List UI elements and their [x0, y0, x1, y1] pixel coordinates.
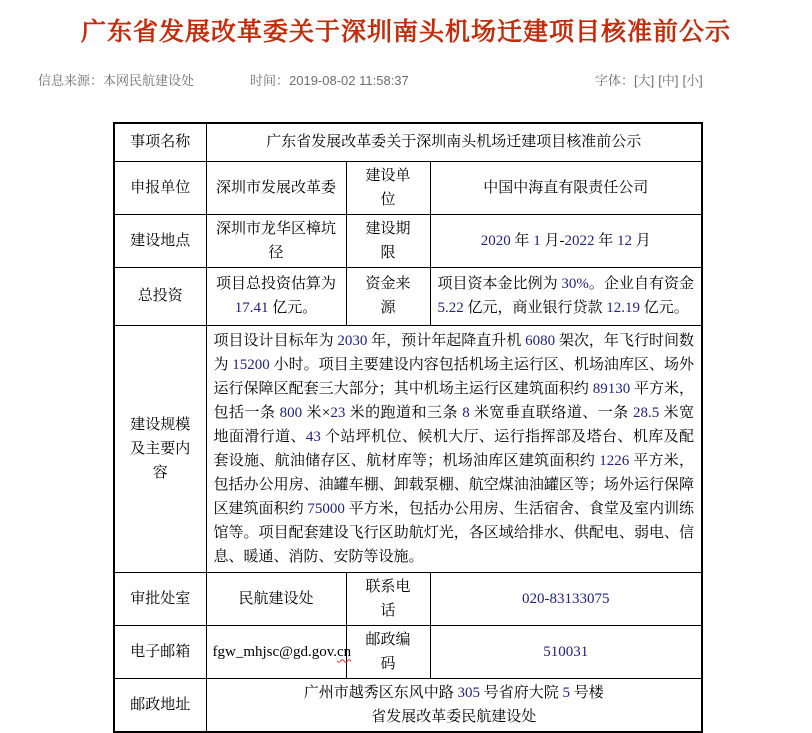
info-source-value: 本网民航建设处: [103, 73, 195, 88]
email-value: [206, 625, 352, 678]
investment-value: 项目总投资估算为 17.41 亿元。: [206, 267, 346, 325]
location-label: 建设地点: [114, 214, 206, 267]
page-title: 广东省发展改革委关于深圳南头机场迁建项目核准前公示: [80, 18, 731, 46]
row-office-phone: [114, 572, 702, 625]
font-size-label: 字体：: [595, 73, 635, 88]
email-text: fgw_mhjsc@gd.gov.: [212, 643, 337, 660]
zipcode-label: 邮政编码: [346, 625, 430, 678]
info-bar: [0, 62, 812, 96]
period-value: 2020 年 1 月-2022 年 12 月: [430, 214, 702, 267]
row-location-period: [114, 214, 702, 267]
info-source: [38, 70, 194, 89]
period-label: 建设期限: [346, 214, 430, 267]
font-size-large-button[interactable]: [大]: [634, 73, 655, 88]
item-name-value: 广东省发展改革委关于深圳南头机场迁建项目核准前公示: [206, 123, 702, 161]
info-source-label: 信息来源：: [38, 73, 104, 88]
funding-label: 资金来源: [346, 267, 430, 325]
item-name-label: 事项名称: [114, 123, 206, 161]
approval-office-label: 审批处室: [114, 572, 206, 625]
construct-unit-value: 中国中海直有限责任公司: [430, 161, 702, 214]
declare-unit-value: 深圳市发展改革委: [206, 161, 346, 214]
row-item-name: [114, 123, 702, 161]
zipcode-value: 510031: [430, 625, 702, 678]
location-value: 深圳市龙华区樟坑径: [206, 214, 346, 267]
font-size-medium-button[interactable]: [中]: [658, 73, 679, 88]
postal-address-label: 邮政地址: [114, 678, 206, 732]
info-time: [250, 70, 409, 89]
investment-label: 总投资: [114, 267, 206, 325]
funding-value: 项目资本金比例为 30%。企业自有资金 5.22 亿元，商业银行贷款 12.19 亿元。: [430, 267, 702, 325]
row-scale-content: [114, 325, 702, 572]
row-email-zip: [114, 625, 702, 678]
scale-label: 建设规模及主要内容: [114, 325, 206, 572]
declare-unit-label: 申报单位: [114, 161, 206, 214]
approval-office-value: 民航建设处: [206, 572, 346, 625]
email-label: 电子邮箱: [114, 625, 206, 678]
row-postal-address: [114, 678, 702, 732]
approval-table: [113, 122, 703, 733]
postal-address-value: [206, 678, 702, 732]
font-size-small-button[interactable]: [小]: [682, 73, 703, 88]
email-spellcheck-part: cn: [337, 643, 352, 660]
postal-address-line1: 广州市越秀区东风中路 305 号省府大院 5 号楼: [303, 684, 604, 701]
font-size-switcher: [595, 70, 707, 89]
postal-address-line2: 省发展改革委民航建设处: [371, 708, 537, 725]
phone-value: 020-83133075: [430, 572, 702, 625]
row-investment-funding: [114, 267, 702, 325]
scale-value: 项目设计目标年为 2030 年，预计年起降直升机 6080 架次，年飞行时间数为 15200 小时。项目主要建设内容包括机场主运行区、机场油库区、场外运行保障区配套三大部分；其中机场主运行区建筑面积约 89130 平方米，包括一条 800 米×23 米的跑道和三条 8 米宽垂直联络道、一条 28.5 米宽地面滑行道、43 个站坪机位、候机大厅、运行指挥部及塔台、机库及配套设施、航油储存区、航材库等；机场油库区建筑面积约 1226 平方米，包括办公用房、油罐车棚、卸载泵棚、航空煤油油罐区等；场外运行保障区建筑面积约 75000 平方米，包括办公用房、生活宿舍、食堂及室内训练馆等。项目配套建设飞行区助航灯光，各区域给排水、供配电、弱电、信息、暖通、消防、安防等设施。: [206, 325, 702, 572]
construct-unit-label: 建设单位: [346, 161, 430, 214]
phone-label: 联系电话: [346, 572, 430, 625]
row-units: [114, 161, 702, 214]
info-time-value: 2019-08-02 11:58:37: [289, 73, 409, 88]
info-time-label: 时间：: [250, 73, 290, 88]
